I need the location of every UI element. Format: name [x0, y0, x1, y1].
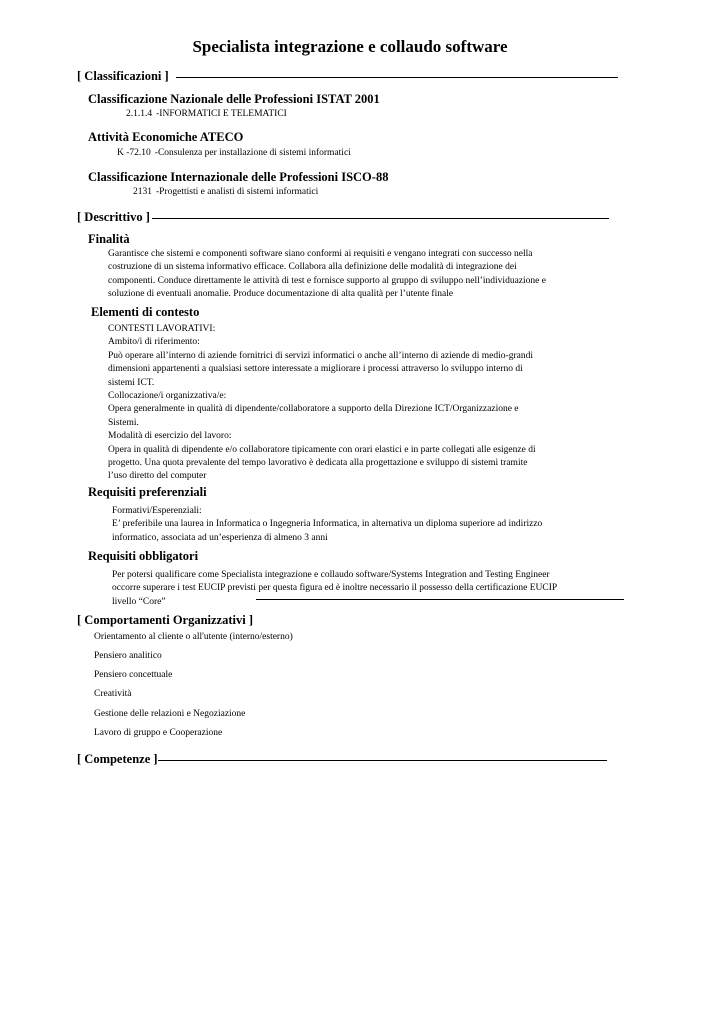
text-line: Formativi/Esperenziali:	[112, 506, 202, 516]
istat-desc: -INFORMATICI E TELEMATICI	[156, 109, 287, 119]
section-heading-classificazioni: [ Classificazioni ]	[77, 69, 169, 83]
text-line: informatico, associata ad un’esperienza di almeno 3 anni	[112, 532, 328, 543]
contesto-heading: Elementi di contesto	[91, 305, 200, 319]
ateco-code: K -72.10	[117, 148, 151, 158]
istat-code-line	[126, 109, 287, 119]
text-line: l’uso diretto del computer	[108, 471, 207, 482]
finalita-heading: Finalità	[88, 232, 130, 246]
section-rule	[256, 599, 624, 600]
isco-heading: Classificazione Internazionale delle Professioni ISCO-88	[88, 170, 389, 184]
text-line: Modalità di esercizio del lavoro:	[108, 431, 232, 442]
text-line: componenti. Conduce direttamente le attività di test e fornisce supporto al gruppo di sviluppo nell’individuazione e	[108, 275, 546, 286]
finalita-paragraph	[108, 248, 546, 302]
obbligatori-heading: Requisiti obbligatori	[88, 549, 199, 563]
isco-desc: -Progettisti e analisti di sistemi informatici	[156, 187, 319, 197]
behavior-item: Creatività	[94, 689, 132, 699]
behavior-item: Pensiero analitico	[94, 651, 162, 661]
text-line: E’ preferibile una laurea in Informatica o Ingegneria Informatica, in alternativa un diploma superiore ad indirizzo	[112, 519, 543, 530]
section-rule	[176, 77, 618, 78]
text-line: sistemi ICT.	[108, 377, 155, 388]
text-line: CONTESTI LAVORATIVI:	[108, 324, 216, 334]
page-title: Specialista integrazione e collaudo software	[192, 37, 508, 56]
ateco-desc: -Consulenza per installazione di sistemi informatici	[154, 148, 351, 158]
section-heading-descrittivo: [ Descrittivo ]	[77, 210, 150, 224]
behavior-item: Lavoro di gruppo e Cooperazione	[94, 728, 223, 738]
obbligatori-paragraph	[112, 569, 557, 609]
text-line: Garantisce che sistemi e componenti software siano conformi ai requisiti e vengano integrati con successo nella	[108, 249, 533, 259]
contesto-paragraph	[108, 323, 536, 484]
istat-code: 2.1.1.4	[126, 109, 153, 119]
isco-code-line	[133, 187, 318, 197]
text-line: livello “Core”	[112, 596, 166, 607]
text-line: Ambito/i di riferimento:	[108, 337, 200, 348]
text-line: costruzione di un sistema informativo efficace. Collabora alla definizione delle modalità di integrazione dei	[108, 262, 517, 273]
text-line: Può operare all’interno di aziende fornitrici di servizi informatici o anche all’interno di aziende di medio-grandi	[108, 350, 533, 361]
behavior-item: Orientamento al cliente o all'utente (interno/esterno)	[94, 632, 293, 642]
section-heading-competenze: [ Competenze ]	[77, 752, 158, 766]
section-rule	[152, 218, 609, 219]
text-line: Opera in qualità di dipendente e/o collaboratore tipicamente con orari elastici e in parte collegati alle esigenze di	[108, 444, 536, 455]
text-line: Per potersi qualificare come Specialista integrazione e collaudo software/Systems Integration and Testing Engineer	[112, 570, 550, 580]
ateco-code-line	[117, 148, 351, 158]
behavior-item: Gestione delle relazioni e Negoziazione	[94, 709, 246, 719]
text-line: progetto. Una quota prevalente del tempo lavorativo è dedicata alla progettazione e sviluppo di sistemi tramite	[108, 458, 528, 469]
section-heading-comportamenti: [ Comportamenti Organizzativi ]	[77, 613, 254, 627]
ateco-heading: Attività Economiche ATECO	[88, 130, 244, 144]
isco-code: 2131	[133, 187, 152, 197]
text-line: occorre superare i test EUCIP previsti per questa figura ed è inoltre necessario il possesso della certificazione EUCIP	[112, 583, 558, 594]
section-rule	[158, 760, 607, 761]
text-line: dimensioni appartenenti a qualsiasi settore interessate a migliorare i processi attraverso lo sviluppo interno di	[108, 364, 523, 375]
behavior-item: Pensiero concettuale	[94, 670, 173, 680]
preferenziali-heading: Requisiti preferenziali	[88, 485, 207, 499]
text-line: Collocazione/i organizzativa/e:	[108, 391, 227, 402]
text-line: Sistemi.	[108, 417, 139, 428]
istat-heading: Classificazione Nazionale delle Professioni ISTAT 2001	[88, 92, 380, 106]
text-line: soluzione di eventuali anomalie. Produce documentazione di alta qualità per l’utente finale	[108, 289, 454, 300]
text-line: Opera generalmente in qualità di dipendente/collaboratore a supporto della Direzione ICT/Organizzazione e	[108, 404, 519, 415]
preferenziali-paragraph	[112, 505, 542, 545]
